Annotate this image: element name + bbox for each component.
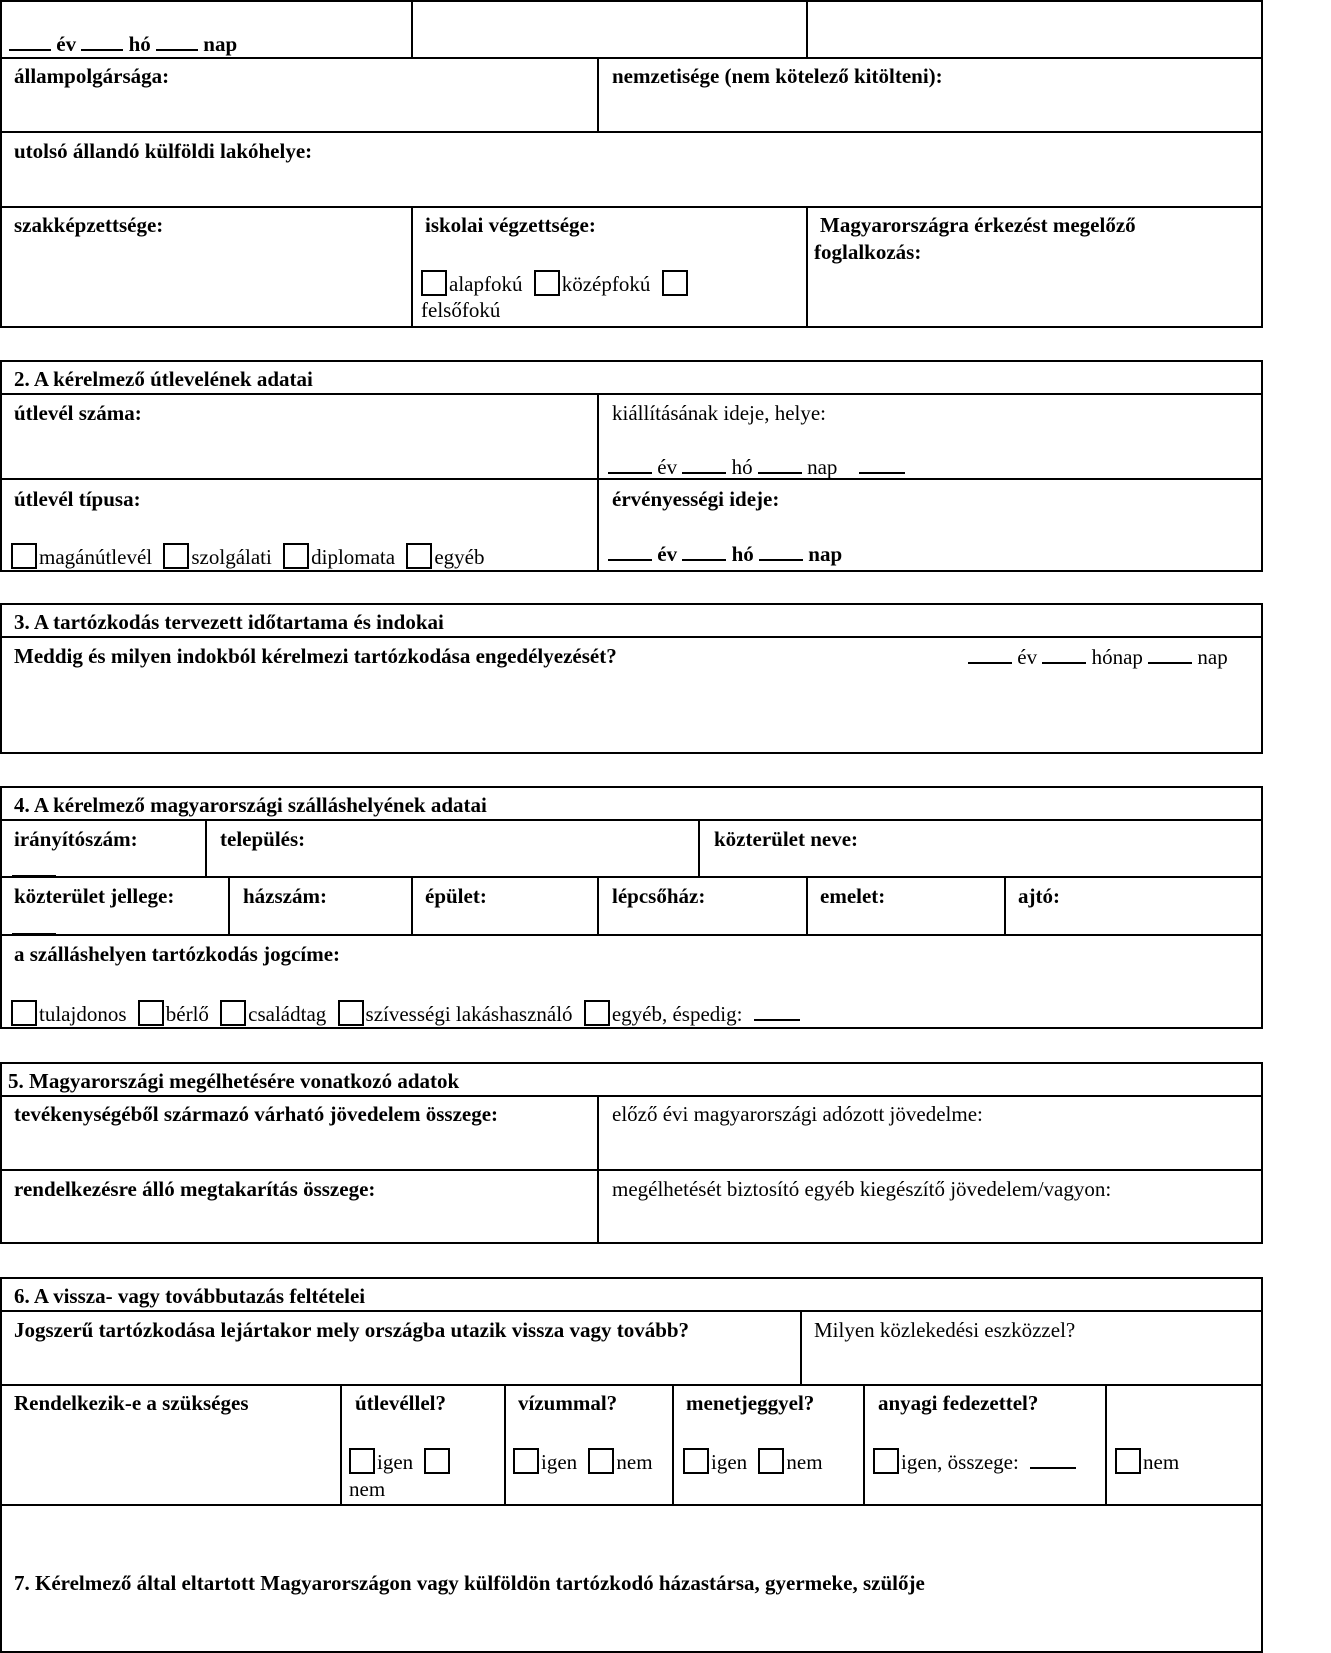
month-blank[interactable] bbox=[1042, 644, 1086, 664]
edu-option-higher: felsőfokú bbox=[421, 298, 501, 322]
day-blank[interactable] bbox=[1148, 644, 1192, 664]
year-blank[interactable] bbox=[608, 541, 652, 561]
stay-options bbox=[11, 1000, 800, 1026]
no-label: nem bbox=[1143, 1450, 1180, 1474]
citizenship-label: állampolgársága: bbox=[14, 64, 170, 88]
type-option: diplomata bbox=[311, 545, 396, 569]
duration-line bbox=[968, 644, 1228, 669]
year-blank[interactable] bbox=[9, 31, 51, 51]
other-stay-checkbox[interactable] bbox=[584, 1000, 610, 1026]
door-label: ajtó: bbox=[1018, 884, 1060, 908]
street-type-label: közterület jellege: bbox=[14, 884, 175, 908]
no-label: nem bbox=[616, 1450, 653, 1474]
type-option: magánútlevél bbox=[39, 545, 153, 569]
ticket-answer bbox=[683, 1448, 829, 1474]
year-blank[interactable] bbox=[968, 644, 1012, 664]
building-label: épület: bbox=[425, 884, 487, 908]
yes-amount-label: igen, összege: bbox=[901, 1450, 1019, 1474]
issued-label: kiállításának ideje, helye: bbox=[612, 401, 826, 425]
has-required-label: Rendelkezik-e a szükséges bbox=[14, 1391, 249, 1415]
edu-basic-checkbox[interactable] bbox=[421, 270, 447, 296]
other-stay-blank[interactable] bbox=[754, 1001, 800, 1021]
expected-income-label: tevékenységéből származó várható jövedelem összege: bbox=[14, 1102, 499, 1126]
education-options bbox=[421, 270, 690, 296]
edu-option: alapfokú bbox=[449, 272, 523, 296]
visa-question: vízummal? bbox=[518, 1391, 618, 1415]
nationality-label: nemzetisége (nem kötelező kitölteni): bbox=[612, 64, 943, 88]
month-blank[interactable] bbox=[682, 454, 726, 474]
duration-question: Meddig és milyen indokból kérelmezi tartózkodása engedélyezését? bbox=[14, 644, 617, 668]
month-blank[interactable] bbox=[682, 541, 726, 561]
transport-question: Milyen közlekedési eszközzel? bbox=[814, 1318, 1076, 1342]
funds-no-checkbox[interactable] bbox=[1115, 1448, 1141, 1474]
visa-answer bbox=[513, 1448, 659, 1474]
house-number-label: házszám: bbox=[243, 884, 327, 908]
no-label: nem bbox=[786, 1450, 823, 1474]
day-blank[interactable] bbox=[156, 31, 198, 51]
section-6-title: 6. A vissza- vagy továbbutazás feltételei bbox=[14, 1284, 366, 1308]
day-blank[interactable] bbox=[759, 541, 803, 561]
stay-option: szívességi lakáshasználó bbox=[365, 1002, 573, 1026]
validity-label: érvényességi ideje: bbox=[612, 487, 780, 511]
year-label: év bbox=[56, 32, 77, 56]
month-label: hó bbox=[731, 455, 753, 479]
zip-label: irányítószám: bbox=[14, 827, 138, 851]
month-label: hónap bbox=[1091, 645, 1143, 669]
ticket-no-checkbox[interactable] bbox=[758, 1448, 784, 1474]
funds-yes-checkbox[interactable] bbox=[873, 1448, 899, 1474]
edu-secondary-checkbox[interactable] bbox=[534, 270, 560, 296]
edu-higher-checkbox[interactable] bbox=[662, 270, 688, 296]
yes-label: igen bbox=[711, 1450, 748, 1474]
private-passport-checkbox[interactable] bbox=[11, 543, 37, 569]
ticket-question: menetjeggyel? bbox=[686, 1391, 815, 1415]
service-passport-checkbox[interactable] bbox=[163, 543, 189, 569]
year-label: év bbox=[657, 542, 678, 566]
day-label: nap bbox=[203, 32, 238, 56]
year-label: év bbox=[1017, 645, 1038, 669]
edu-option: középfokú bbox=[561, 272, 651, 296]
stay-option: tulajdonos bbox=[39, 1002, 127, 1026]
yes-label: igen bbox=[377, 1450, 414, 1474]
last-residence-label: utolsó állandó külföldi lakóhelye: bbox=[14, 139, 313, 163]
ticket-yes-checkbox[interactable] bbox=[683, 1448, 709, 1474]
diplomatic-passport-checkbox[interactable] bbox=[283, 543, 309, 569]
qualification-label: szakképzettsége: bbox=[14, 213, 164, 237]
savings-label: rendelkezésre álló megtakarítás összege: bbox=[14, 1177, 376, 1201]
funds-answer-yes bbox=[873, 1448, 1076, 1474]
family-member-checkbox[interactable] bbox=[220, 1000, 246, 1026]
section-3-title: 3. A tartózkodás tervezett időtartama és indokai bbox=[14, 610, 444, 634]
passport-type-options bbox=[11, 543, 491, 569]
education-label: iskolai végzettsége: bbox=[425, 213, 596, 237]
prev-income-label: előző évi magyarországi adózott jövedelme: bbox=[612, 1102, 983, 1126]
previous-job-label-2: foglalkozás: bbox=[814, 240, 922, 264]
validity-date-line bbox=[608, 541, 842, 566]
section-2-title: 2. A kérelmező útlevelének adatai bbox=[14, 367, 313, 391]
stay-option: családtag bbox=[248, 1002, 327, 1026]
passport-no-label: nem bbox=[349, 1477, 386, 1501]
staircase-label: lépcsőház: bbox=[612, 884, 706, 908]
stay-title-label: a szálláshelyen tartózkodás jogcíme: bbox=[14, 942, 341, 966]
street-name-label: közterület neve: bbox=[714, 827, 859, 851]
previous-job-label-1: Magyarországra érkezést megelőző bbox=[820, 213, 1136, 237]
place-blank[interactable] bbox=[859, 454, 905, 474]
passport-question: útlevéllel? bbox=[355, 1391, 446, 1415]
type-option: egyéb bbox=[434, 545, 485, 569]
other-passport-checkbox[interactable] bbox=[406, 543, 432, 569]
birth-date-line bbox=[9, 31, 237, 56]
tenant-checkbox[interactable] bbox=[138, 1000, 164, 1026]
visa-no-checkbox[interactable] bbox=[588, 1448, 614, 1474]
month-label: hó bbox=[128, 32, 151, 56]
zip-blank[interactable] bbox=[12, 857, 56, 877]
stay-option: egyéb, éspedig: bbox=[611, 1002, 743, 1026]
month-blank[interactable] bbox=[81, 31, 123, 51]
visa-yes-checkbox[interactable] bbox=[513, 1448, 539, 1474]
owner-checkbox[interactable] bbox=[11, 1000, 37, 1026]
section-4-title: 4. A kérelmező magyarországi szálláshelyének adatai bbox=[14, 793, 487, 817]
stay-option: bérlő bbox=[165, 1002, 209, 1026]
street-type-blank[interactable] bbox=[12, 915, 56, 935]
passport-answer bbox=[349, 1448, 452, 1474]
section-7-title: 7. Kérelmező által eltartott Magyarországon vagy külföldön tartózkodó házastársa, gyermeke, szülője bbox=[14, 1571, 925, 1595]
month-label: hó bbox=[731, 542, 754, 566]
other-income-label: megélhetését biztosító egyéb kiegészítő jövedelem/vagyon: bbox=[612, 1177, 1112, 1201]
section-5-title: 5. Magyarországi megélhetésére vonatkozó adatok bbox=[8, 1069, 460, 1093]
day-label: nap bbox=[807, 455, 838, 479]
day-label: nap bbox=[1197, 645, 1228, 669]
funds-amount-blank[interactable] bbox=[1030, 1449, 1076, 1469]
passport-yes-checkbox[interactable] bbox=[349, 1448, 375, 1474]
courtesy-use-checkbox[interactable] bbox=[338, 1000, 364, 1026]
passport-no-checkbox[interactable] bbox=[424, 1448, 450, 1474]
yes-label: igen bbox=[541, 1450, 578, 1474]
city-label: település: bbox=[220, 827, 306, 851]
funds-answer-no bbox=[1115, 1448, 1179, 1474]
day-label: nap bbox=[808, 542, 843, 566]
funds-question: anyagi fedezettel? bbox=[878, 1391, 1039, 1415]
passport-number-label: útlevél száma: bbox=[14, 401, 142, 425]
year-blank[interactable] bbox=[608, 454, 652, 474]
type-option: szolgálati bbox=[191, 545, 272, 569]
day-blank[interactable] bbox=[758, 454, 802, 474]
issued-date-line bbox=[608, 454, 905, 479]
floor-label: emelet: bbox=[820, 884, 886, 908]
destination-question: Jogszerű tartózkodása lejártakor mely országba utazik vissza vagy tovább? bbox=[14, 1318, 690, 1342]
year-label: év bbox=[657, 455, 678, 479]
passport-type-label: útlevél típusa: bbox=[14, 487, 141, 511]
